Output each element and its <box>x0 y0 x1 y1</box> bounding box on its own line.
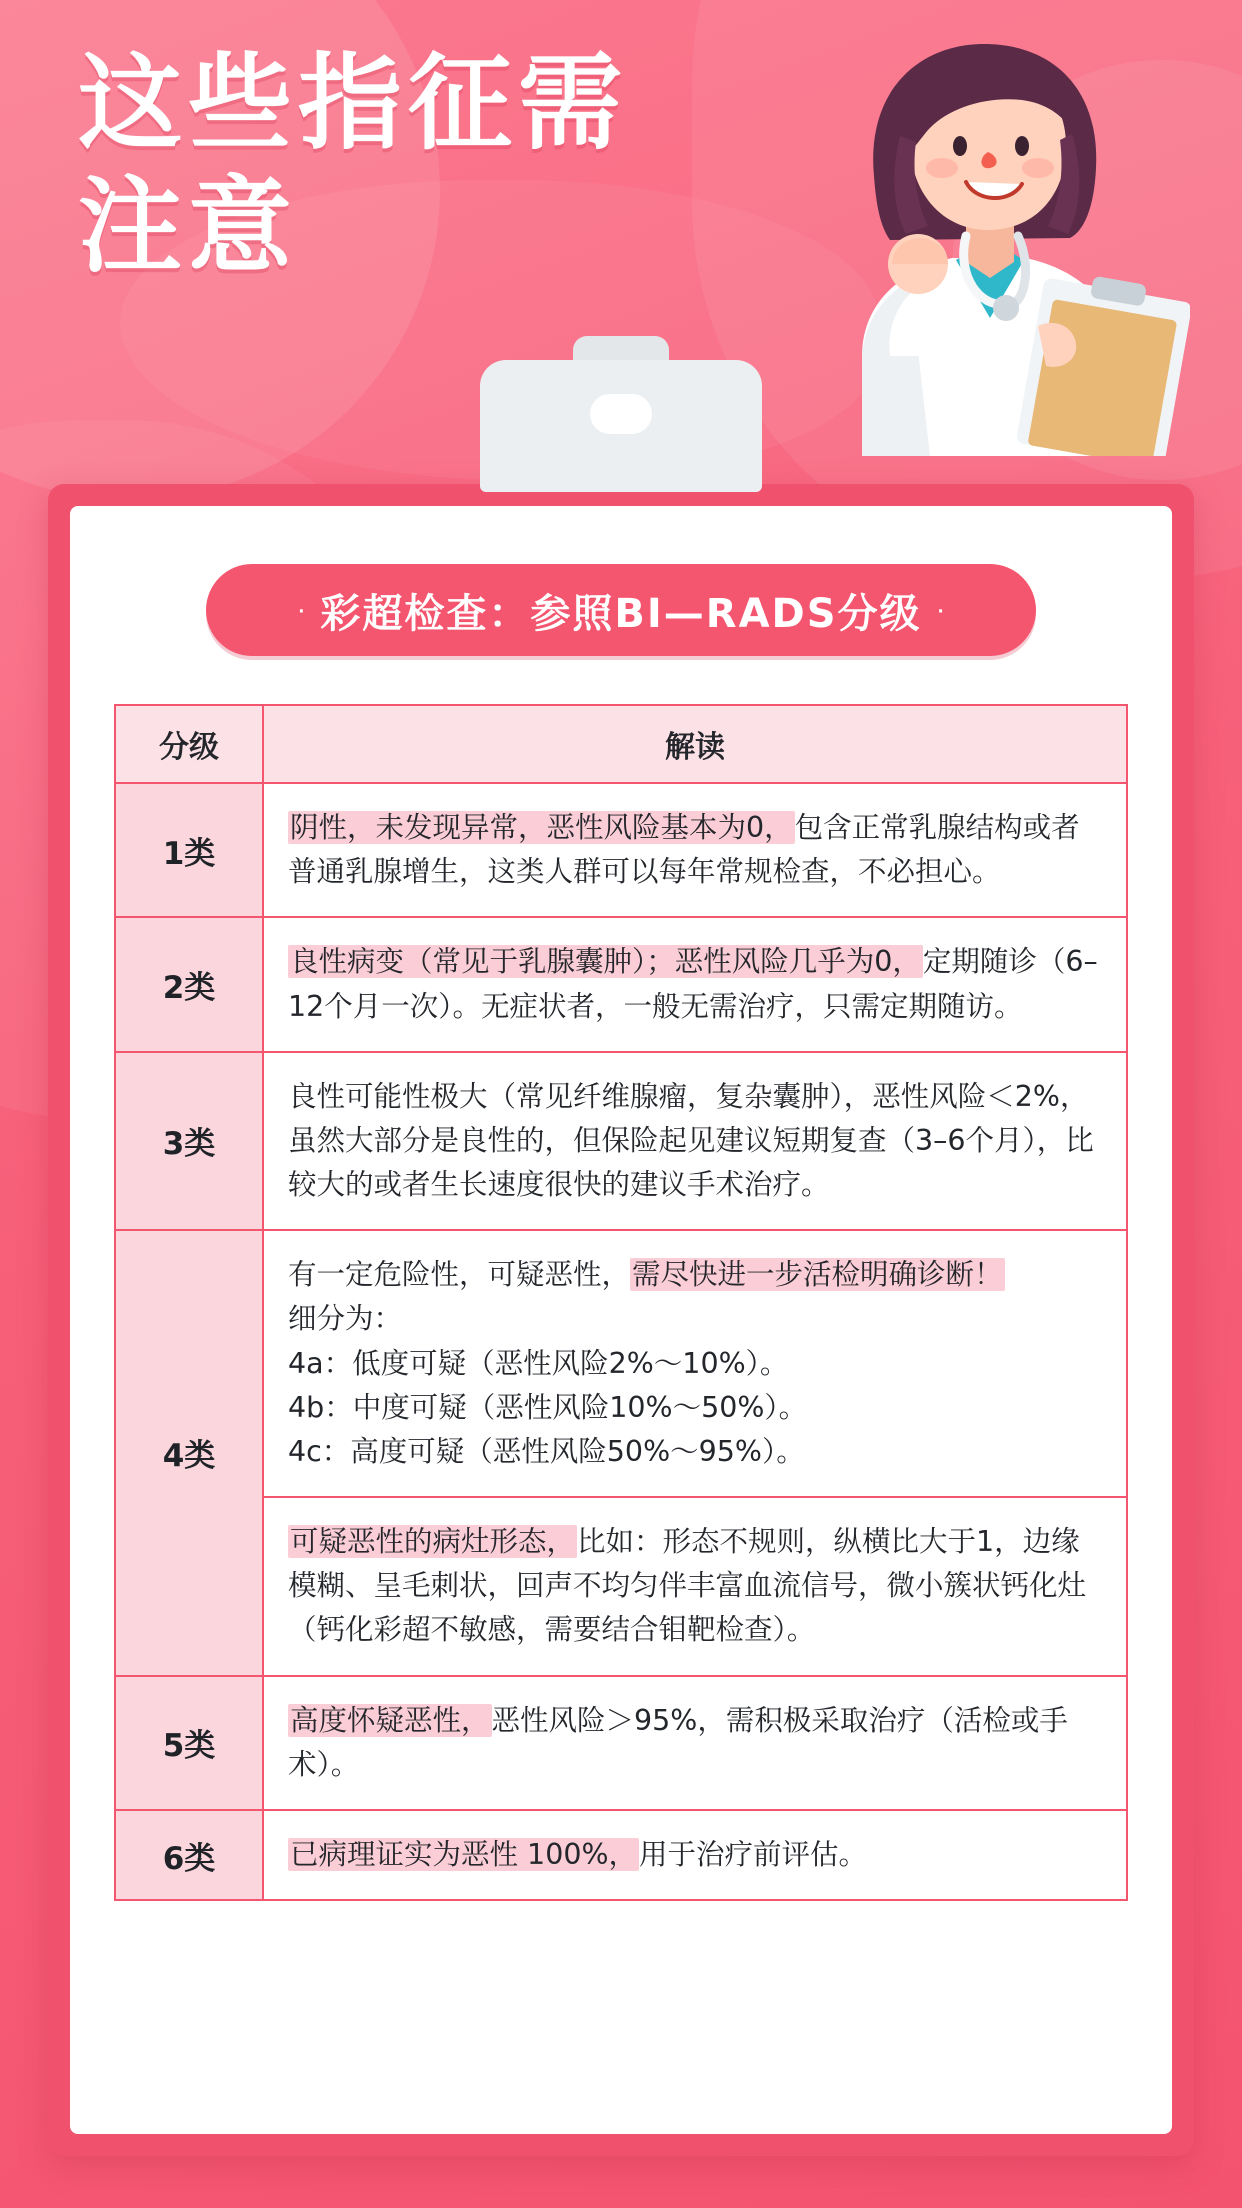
pill-left-dot: · <box>296 593 307 626</box>
reading-cell <box>263 783 1127 917</box>
reading-cell <box>263 1497 1127 1676</box>
reading-paragraph <box>288 1430 1104 1474</box>
reading-cell <box>263 917 1127 1051</box>
reading-cell <box>263 1810 1127 1900</box>
reading-text: 定期随诊（6–12个月一次）。无症状者，一般无需治疗，只需定期随访。 <box>288 945 1098 1023</box>
table-row <box>115 1230 1127 1497</box>
reading-paragraph <box>288 1833 1104 1877</box>
reading-text: 有一定危险性，可疑恶性， <box>288 1258 631 1292</box>
content-card <box>48 484 1194 2156</box>
reading-cell <box>263 1676 1127 1810</box>
table-row <box>115 1497 1127 1676</box>
reading-cell <box>263 1052 1127 1231</box>
table-header-row <box>115 705 1127 783</box>
table-row <box>115 917 1127 1051</box>
highlighted-text: 高度怀疑恶性， <box>290 1703 490 1737</box>
reading-text: 用于治疗前评估。 <box>639 1837 868 1871</box>
table-row <box>115 1676 1127 1810</box>
title-line-1: 这些指征需 <box>78 42 629 164</box>
reading-paragraph <box>288 1342 1104 1386</box>
content-card-inner <box>70 506 1172 2134</box>
clipboard-clasp <box>480 360 762 492</box>
grade-label: 4类 <box>115 1230 263 1675</box>
section-heading-pill <box>206 564 1036 656</box>
reading-text: 包含正常乳腺结构或者普通乳腺增生，这类人群可以每年常规检查，不必担心。 <box>288 811 1080 889</box>
pill-right-dot: · <box>935 593 946 626</box>
table-header-grade: 分级 <box>115 705 263 783</box>
grade-label: 2类 <box>115 917 263 1051</box>
section-heading-text: 彩超检查：参照BI—RADS分级 <box>320 590 922 637</box>
reading-paragraph <box>288 1075 1104 1208</box>
reading-text: 良性可能性极大（常见纤维腺瘤，复杂囊肿），恶性风险＜2%，虽然大部分是良性的，但保险起见建议短期复查（3–6个月），比较大的或者生长速度很快的建议手术治疗。 <box>288 1079 1094 1202</box>
doctor-illustration <box>770 26 1190 456</box>
highlighted-text: 需尽快进一步活检明确诊断！ <box>632 1258 1003 1292</box>
reading-text: 4b：中度可疑（恶性风险10%～50%）。 <box>288 1390 808 1424</box>
table-row <box>115 783 1127 917</box>
bi-rads-grade-table <box>114 704 1128 1901</box>
table-header-reading: 解读 <box>263 705 1127 783</box>
reading-paragraph <box>288 1253 1104 1297</box>
poster-title <box>78 42 628 287</box>
highlighted-text: 良性病变（常见于乳腺囊肿）；恶性风险几乎为0， <box>290 945 921 979</box>
reading-paragraph <box>288 806 1104 894</box>
table-body <box>115 783 1127 1900</box>
reading-text: 细分为： <box>288 1302 403 1336</box>
reading-paragraph <box>288 1386 1104 1430</box>
grade-label: 3类 <box>115 1052 263 1231</box>
grade-label: 5类 <box>115 1676 263 1810</box>
reading-text: 4c：高度可疑（恶性风险50%～95%）。 <box>288 1434 805 1468</box>
title-line-2: 注意 <box>78 164 299 287</box>
reading-paragraph <box>288 1699 1104 1787</box>
reading-text: 比如：形态不规则，纵横比大于1，边缘模糊、呈毛刺状，回声不均匀伴丰富血流信号，微小簇状钙化灶（钙化彩超不敏感，需要结合钼靶检查）。 <box>288 1525 1087 1647</box>
grade-label: 6类 <box>115 1810 263 1900</box>
reading-text: 4a：低度可疑（恶性风险2%～10%）。 <box>288 1346 789 1380</box>
highlighted-text: 阴性，未发现异常，恶性风险基本为0， <box>290 811 793 844</box>
table-row <box>115 1052 1127 1231</box>
reading-cell <box>263 1230 1127 1497</box>
reading-text: 恶性风险＞95%，需积极采取治疗（活检或手术）。 <box>288 1703 1068 1781</box>
reading-paragraph <box>288 940 1104 1028</box>
grade-label: 1类 <box>115 783 263 917</box>
highlighted-text: 已病理证实为恶性 100%， <box>290 1837 638 1871</box>
reading-paragraph <box>288 1297 1104 1341</box>
table-row <box>115 1810 1127 1900</box>
reading-paragraph <box>288 1520 1104 1653</box>
highlighted-text: 可疑恶性的病灶形态， <box>290 1525 576 1559</box>
